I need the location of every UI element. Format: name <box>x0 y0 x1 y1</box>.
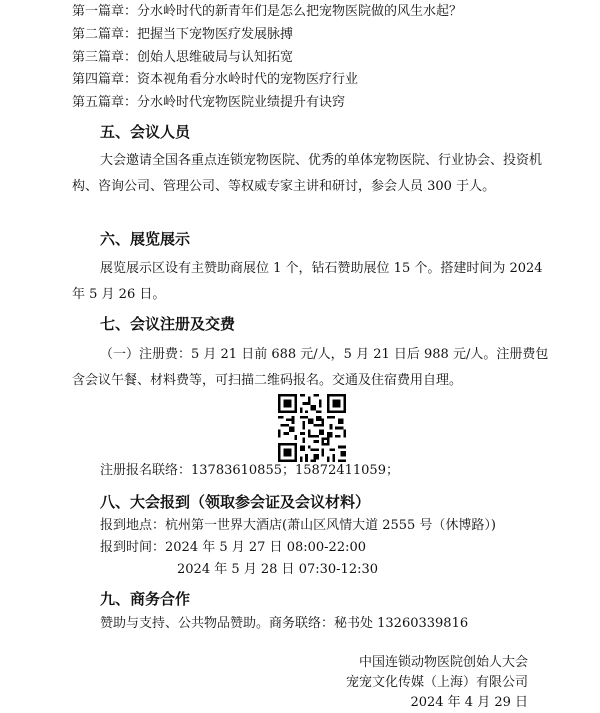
section-7-heading: 七、会议注册及交费 <box>100 315 236 333</box>
checkin-time-1: 报到时间：2024 年 5 月 27 日 08:00-22:00 <box>100 540 367 555</box>
chapter-3: 第三篇章：创始人思维破局与认知拓宽 <box>72 50 294 65</box>
signature-org-2: 宠宠文化传媒（上海）有限公司 <box>345 675 528 690</box>
checkin-time-2: 2024 年 5 月 28 日 07:30-12:30 <box>177 562 379 577</box>
section-9-body: 赞助与支持、公共物品赞助。商务联络：秘书处 13260339816 <box>100 616 469 631</box>
signature-date: 2024 年 4 月 29 日 <box>410 695 528 710</box>
checkin-location: 报到地点：杭州第一世界大酒店(萧山区风情大道 2555 号（休博路）) <box>100 518 496 533</box>
section-5-body: 大会邀请全国各重点连锁宠物医院、优秀的单体宠物医院、行业协会、投资机构、咨询公司、管理公司、等权威专家主讲和研讨，参会人员 300 于人。 <box>72 153 543 194</box>
section-5-heading: 五、会议人员 <box>100 123 191 141</box>
registration-contact: 注册报名联络：13783610855；15872411059； <box>100 463 399 478</box>
chapter-4: 第四篇章：资本视角看分水岭时代的宠物医疗行业 <box>72 72 359 87</box>
section-6-heading: 六、展览展示 <box>100 230 191 248</box>
chapter-1: 第一篇章：分水岭时代的新青年们是怎么把宠物医院做的风生水起？ <box>72 4 463 19</box>
section-9-heading: 九、商务合作 <box>100 590 191 608</box>
section-6-body: 展览展示区设有主赞助商展位 1 个，钻石赞助展位 15 个。搭建时间为 2024 年 5 月 26 日。 <box>72 261 543 302</box>
section-7-body: （一）注册费：5 月 21 日前 688 元/人，5 月 21 日后 988 元/人。注册费包含会议午餐、材料费等，可扫描二维码报名。交通及住宿费用自理。 <box>72 347 549 388</box>
registration-qr-code[interactable] <box>278 394 346 462</box>
section-8-heading: 八、大会报到（领取参会证及会议材料） <box>100 493 371 511</box>
signature-org-1: 中国连锁动物医院创始人大会 <box>358 655 528 670</box>
chapter-2: 第二篇章：把握当下宠物医疗发展脉搏 <box>72 27 294 42</box>
chapter-5: 第五篇章：分水岭时代宠物医院业绩提升有诀窍 <box>72 95 346 110</box>
